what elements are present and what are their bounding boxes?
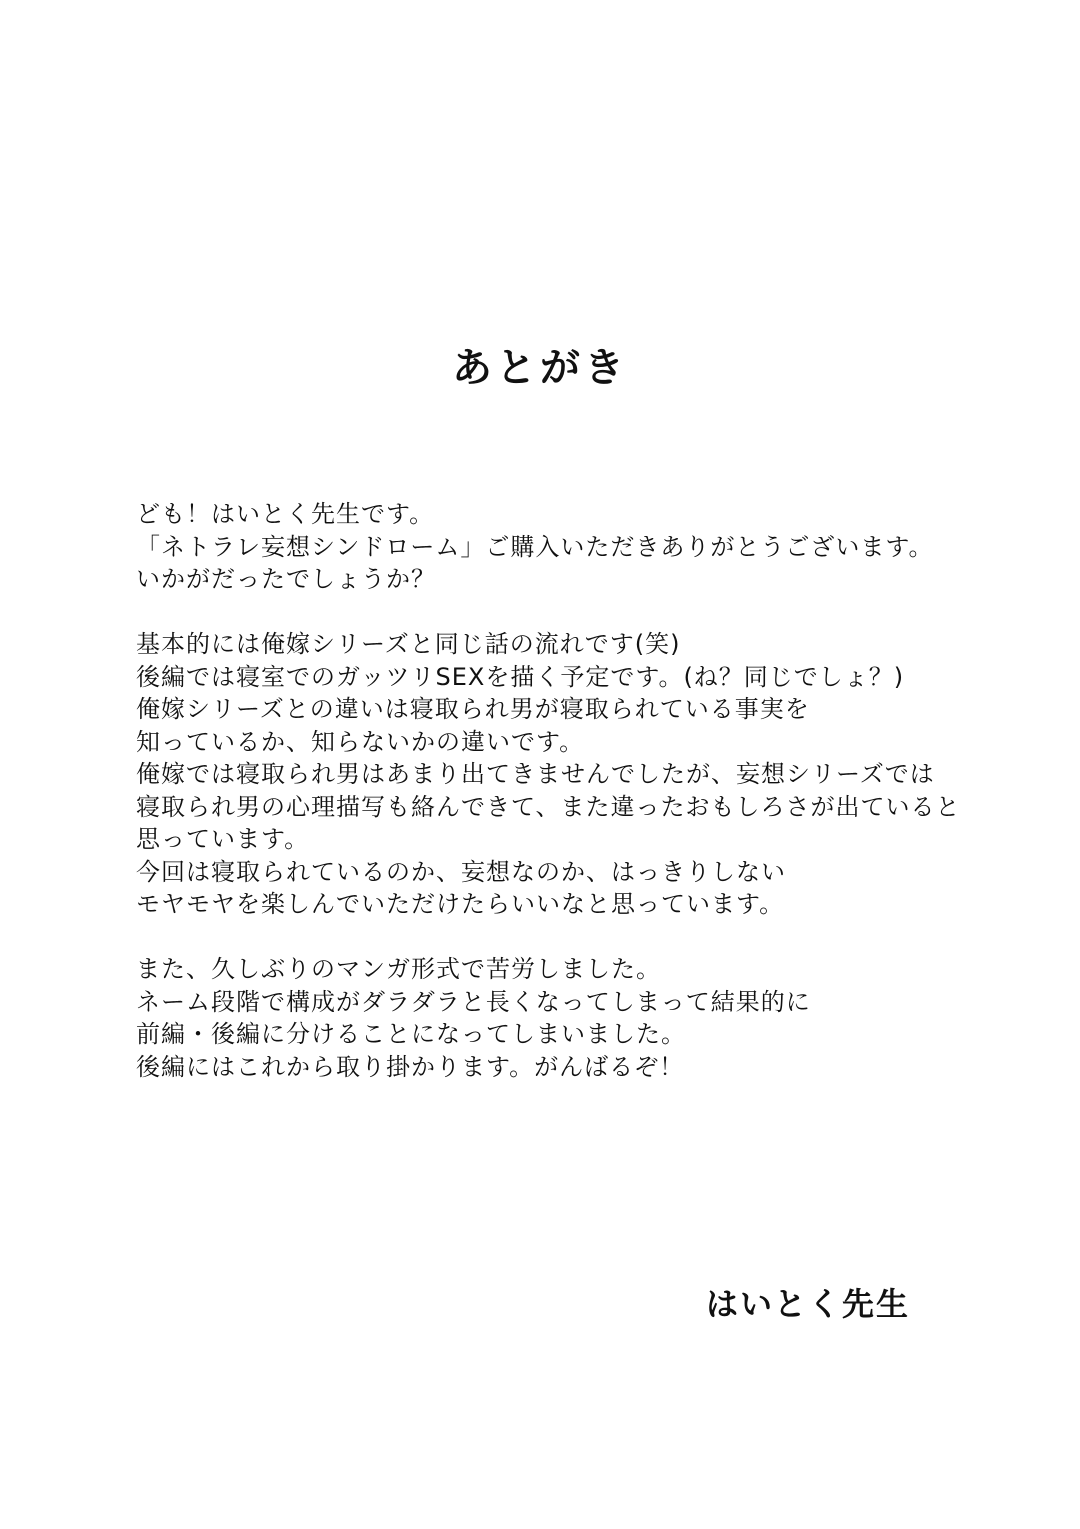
body-line: モヤモヤを楽しんでいただけたらいいなと思っています。 (136, 890, 785, 918)
page-title: あとがき (452, 345, 628, 391)
body-line: いかがだったでしょうか？ (136, 565, 436, 593)
body-line: 後編では寝室でのガッツリSEXを描く予定です。(ね？同じでしょ？) (136, 662, 905, 691)
body-line: 思っています。 (136, 825, 310, 853)
body-line: 知っているか、知らないかの違いです。 (136, 727, 585, 756)
body-line: また、久しぶりのマンガ形式で苦労しました。 (136, 955, 661, 983)
paragraph-gap (136, 596, 1016, 629)
body-line: 基本的には俺嫁シリーズと同じ話の流れです(笑) (136, 630, 681, 658)
author-signature: はいとく先生 (706, 1285, 911, 1323)
body-line: 今回は寝取られているのか、妄想なのか、はっきりしない (136, 857, 786, 886)
body-line: 後編にはこれから取り掛かります。がんばるぞ！ (136, 1052, 685, 1081)
body-line: 「ネトラレ妄想シンドローム」ご購入いただきありがとうございます。 (136, 532, 934, 561)
paragraph-gap (136, 921, 1016, 954)
body-line: ネーム段階で構成がダラダラと長くなってしまって結果的に (136, 987, 811, 1016)
body-line: 前編・後編に分けることになってしまいました。 (136, 1020, 686, 1048)
body-line: 寝取られ男の心理描写も絡んできて、また違ったおもしろさが出ていると (136, 792, 961, 821)
body-line: 俺嫁シリーズとの違いは寝取られ男が寝取られている事実を (136, 695, 810, 723)
body-line: ども！はいとく先生です。 (136, 500, 435, 528)
afterword-body (136, 498, 1016, 1083)
body-line: 俺嫁では寝取られ男はあまり出てきませんでしたが、妄想シリーズでは (136, 760, 935, 788)
